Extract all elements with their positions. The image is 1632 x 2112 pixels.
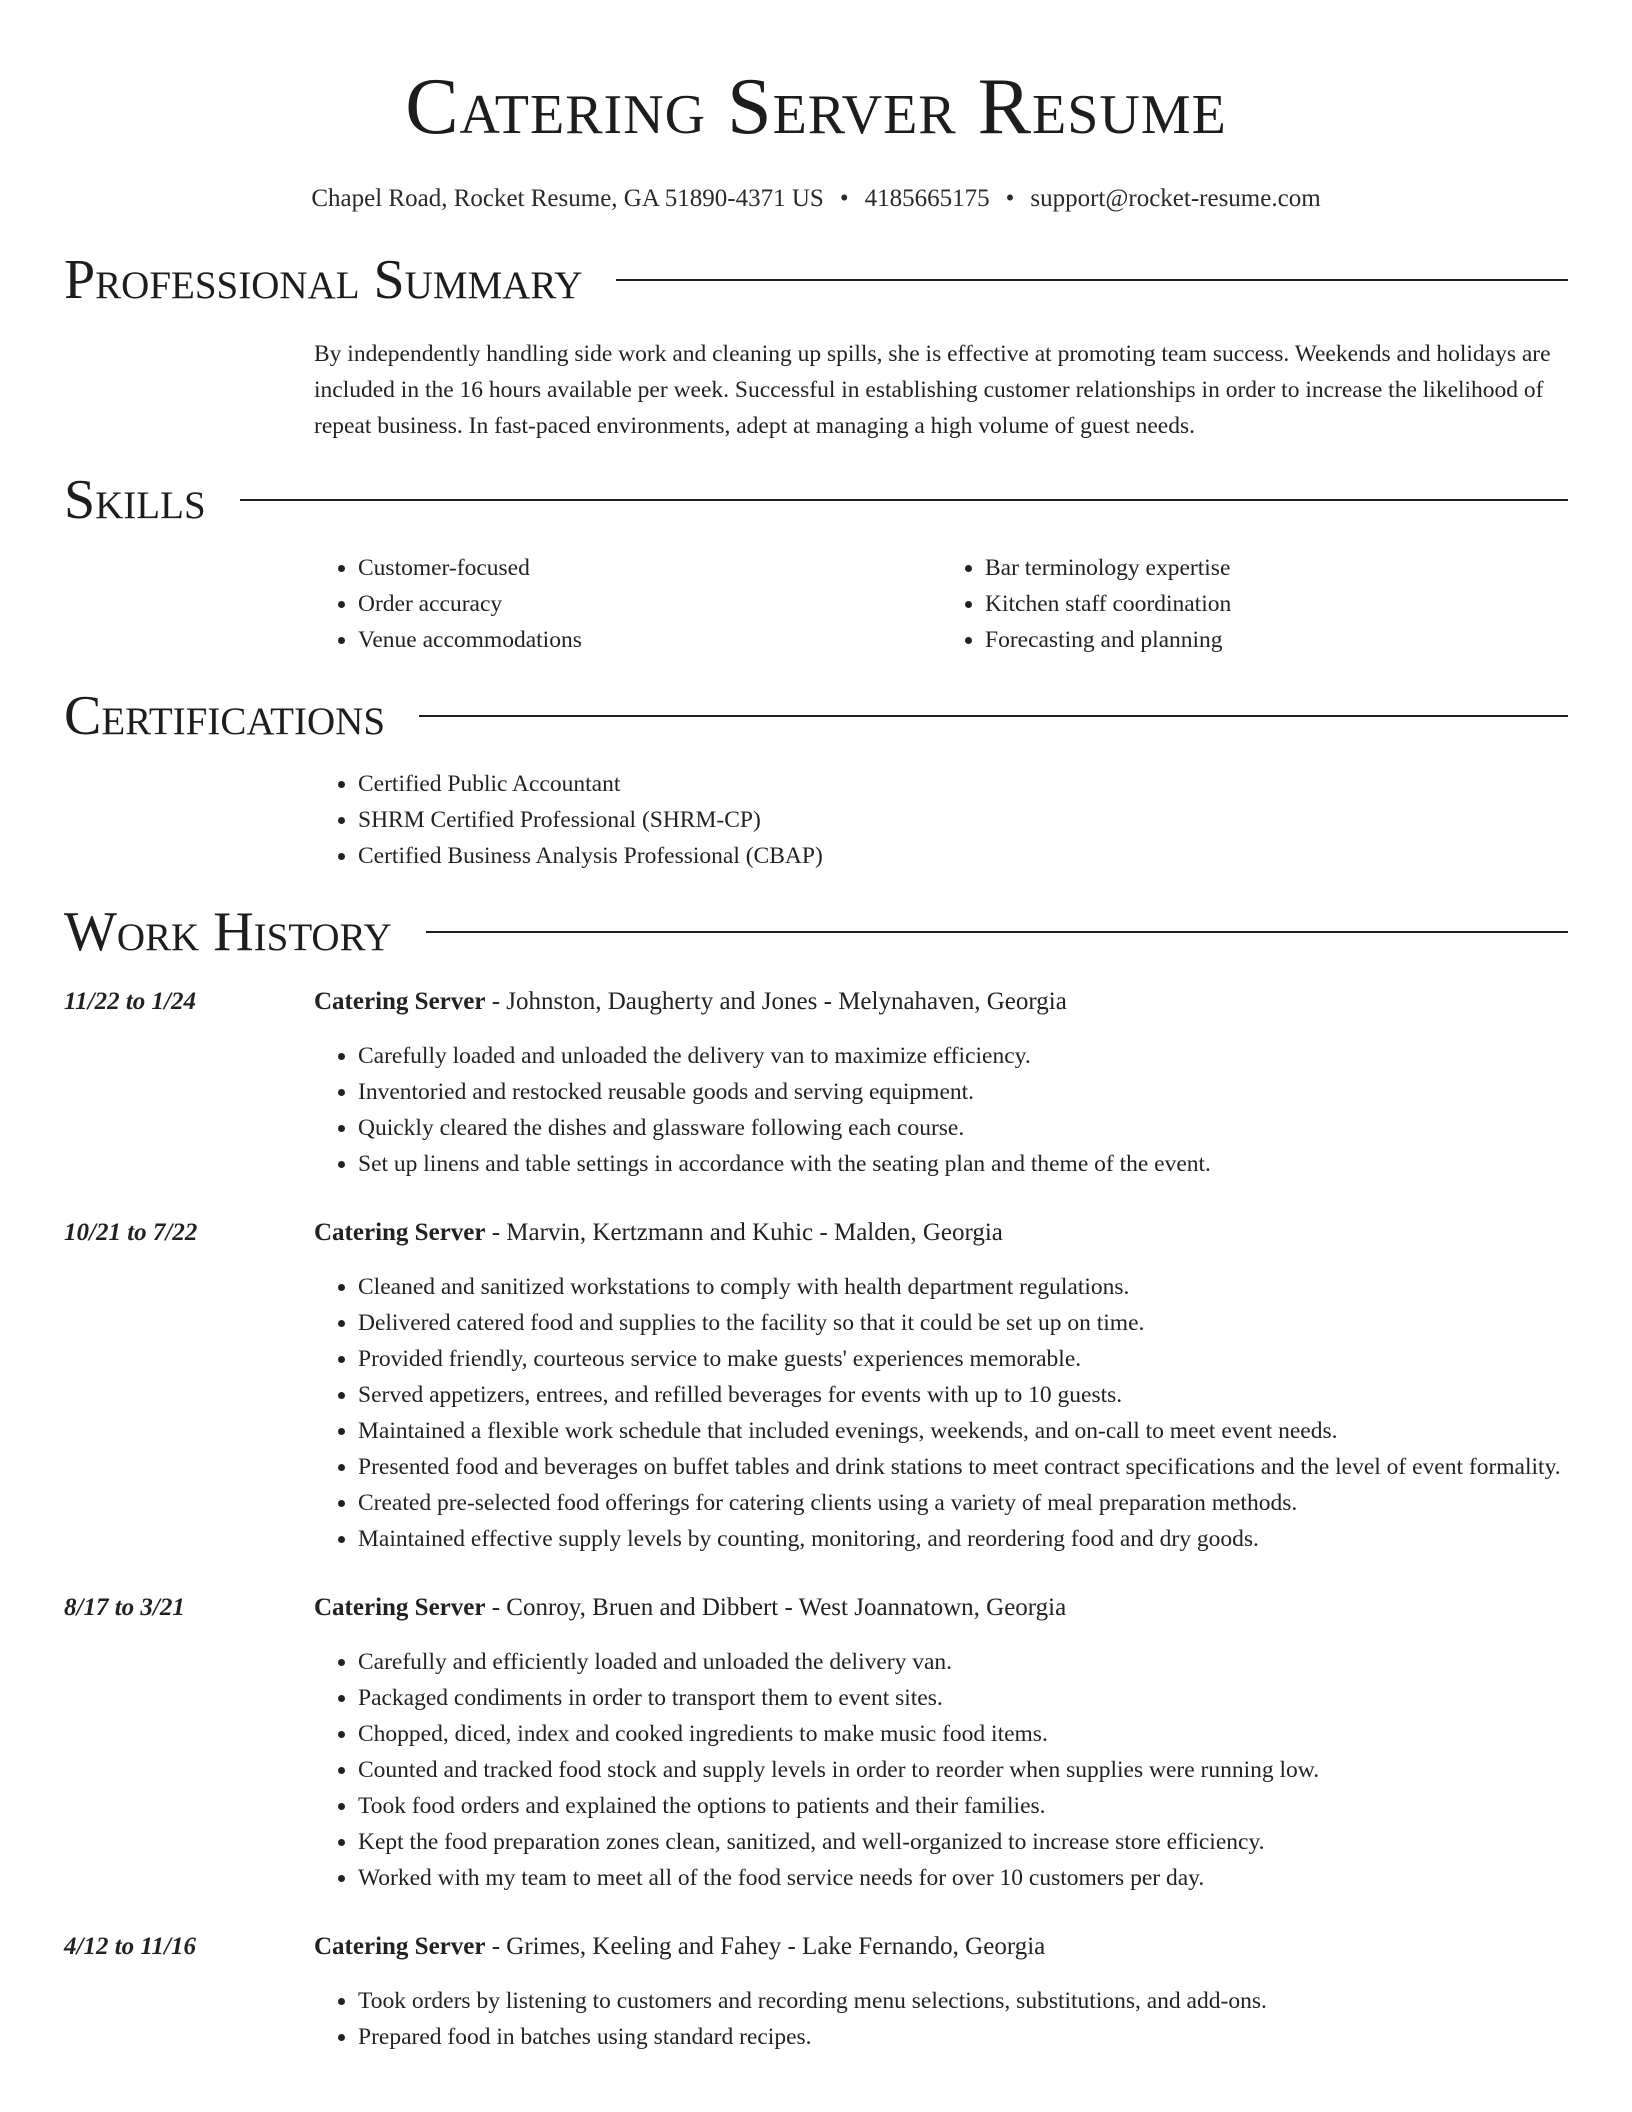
- work-history-section: [64, 900, 1568, 2055]
- certifications-section: [64, 684, 1568, 874]
- section-divider: [240, 499, 1568, 501]
- skill-item: • Venue accommodations: [358, 622, 941, 658]
- job-header: [314, 1215, 1568, 1251]
- skills-grid: [314, 550, 1568, 658]
- job-header: [314, 1590, 1568, 1626]
- duty-item: • Maintained effective supply levels by counting, monitoring, and reordering food and dry goods.: [358, 1521, 1568, 1557]
- resume-title: Catering Server Resume: [405, 63, 1227, 151]
- job-company: - Marvin, Kertzmann and Kuhic - Malden, Georgia: [485, 1219, 1003, 1246]
- skills-heading-text: Skills: [64, 469, 206, 531]
- job-dates: 8/17 to 3/21: [64, 1594, 185, 1621]
- contact-address: Chapel Road, Rocket Resume, GA 51890-4371 US: [311, 185, 824, 212]
- certification-item: • Certified Public Accountant: [358, 766, 1568, 802]
- job-dates: 11/22 to 1/24: [64, 988, 196, 1015]
- duty-item: • Prepared food in batches using standard recipes.: [358, 2019, 1568, 2055]
- skills-section: [64, 468, 1568, 658]
- job-entry: [64, 1929, 1568, 2055]
- work-history-heading-text: Work History: [64, 901, 392, 963]
- contact-line: [64, 184, 1568, 214]
- skills-list-left: [314, 550, 941, 658]
- job-header: [314, 984, 1568, 1020]
- certifications-heading: [64, 684, 1568, 748]
- job-duties: [314, 1269, 1568, 1557]
- duty-item: • Quickly cleared the dishes and glassware following each course.: [358, 1110, 1568, 1146]
- duty-item: • Created pre-selected food offerings for catering clients using a variety of meal preparation methods.: [358, 1485, 1568, 1521]
- skill-item: • Customer-focused: [358, 550, 941, 586]
- job-duties: [314, 1038, 1568, 1182]
- duty-item: • Cleaned and sanitized workstations to comply with health department regulations.: [358, 1269, 1568, 1305]
- job-dates: 10/21 to 7/22: [64, 1219, 198, 1246]
- skill-item: • Kitchen staff coordination: [985, 586, 1568, 622]
- section-divider: [426, 931, 1568, 933]
- duty-item: • Inventoried and restocked reusable goods and serving equipment.: [358, 1074, 1568, 1110]
- job-role: Catering Server: [314, 988, 486, 1015]
- duty-item: • Worked with my team to meet all of the food service needs for over 10 customers per day.: [358, 1860, 1568, 1896]
- contact-phone: 4185665175: [864, 185, 990, 212]
- job-role: Catering Server: [314, 1219, 486, 1246]
- contact-separator: •: [1005, 185, 1015, 212]
- job-role: Catering Server: [314, 1594, 486, 1621]
- duty-item: • Carefully and efficiently loaded and unloaded the delivery van.: [358, 1644, 1568, 1680]
- contact-email: support@rocket-resume.com: [1030, 185, 1321, 212]
- duty-item: • Carefully loaded and unloaded the delivery van to maximize efficiency.: [358, 1038, 1568, 1074]
- duty-item: • Packaged condiments in order to transport them to event sites.: [358, 1680, 1568, 1716]
- duty-item: • Set up linens and table settings in accordance with the seating plan and theme of the event.: [358, 1146, 1568, 1182]
- duty-item: • Served appetizers, entrees, and refilled beverages for events with up to 10 guests.: [358, 1377, 1568, 1413]
- duty-item: • Maintained a flexible work schedule that included evenings, weekends, and on-call to meet event needs.: [358, 1413, 1568, 1449]
- skills-heading: [64, 468, 1568, 532]
- skill-item: • Forecasting and planning: [985, 622, 1568, 658]
- duty-item: • Took food orders and explained the options to patients and their families.: [358, 1788, 1568, 1824]
- section-divider: [616, 279, 1568, 281]
- job-company: - Conroy, Bruen and Dibbert - West Joannatown, Georgia: [485, 1594, 1067, 1621]
- skill-item: • Order accuracy: [358, 586, 941, 622]
- section-divider: [419, 715, 1568, 717]
- duty-item: • Chopped, diced, index and cooked ingredients to make music food items.: [358, 1716, 1568, 1752]
- certifications-heading-text: Certifications: [64, 685, 386, 747]
- summary-heading-text: Professional Summary: [64, 249, 583, 311]
- skill-item: • Bar terminology expertise: [985, 550, 1568, 586]
- work-history-heading: [64, 900, 1568, 964]
- job-entry: [64, 984, 1568, 1182]
- contact-separator: •: [839, 185, 849, 212]
- job-company: - Grimes, Keeling and Fahey - Lake Fernando, Georgia: [485, 1933, 1046, 1960]
- certification-item: • Certified Business Analysis Professional (CBAP): [358, 838, 1568, 874]
- duty-item: • Presented food and beverages on buffet tables and drink stations to meet contract specifications and the level of event formality.: [358, 1449, 1568, 1485]
- job-entry: [64, 1590, 1568, 1896]
- job-duties: [314, 1644, 1568, 1896]
- job-duties: [314, 1983, 1568, 2055]
- job-role: Catering Server: [314, 1933, 486, 1960]
- summary-heading: [64, 248, 1568, 312]
- resume-page: [64, 0, 1568, 2055]
- summary-section: [64, 248, 1568, 444]
- duty-item: • Counted and tracked food stock and supply levels in order to reorder when supplies were running low.: [358, 1752, 1568, 1788]
- skills-list-right: [941, 550, 1568, 658]
- job-entry: [64, 1215, 1568, 1557]
- summary-text: By independently handling side work and cleaning up spills, she is effective at promoting team success. Weekends and holidays are included in the 16 hours available per week. Successful in establishing customer relationships in order to increase the likelihood of repeat business. In fast-paced environments, adept at managing a high volume of guest needs.: [314, 341, 1551, 439]
- certification-item: • SHRM Certified Professional (SHRM-CP): [358, 802, 1568, 838]
- duty-item: • Kept the food preparation zones clean, sanitized, and well-organized to increase store efficiency.: [358, 1824, 1568, 1860]
- duty-item: • Delivered catered food and supplies to the facility so that it could be set up on time.: [358, 1305, 1568, 1341]
- job-header: [314, 1929, 1568, 1965]
- job-company: - Johnston, Daugherty and Jones - Melynahaven, Georgia: [485, 988, 1067, 1015]
- certifications-list: [314, 766, 1568, 874]
- duty-item: • Provided friendly, courteous service to make guests' experiences memorable.: [358, 1341, 1568, 1377]
- job-dates: 4/12 to 11/16: [64, 1933, 196, 1960]
- duty-item: • Took orders by listening to customers and recording menu selections, substitutions, and add-ons.: [358, 1983, 1568, 2019]
